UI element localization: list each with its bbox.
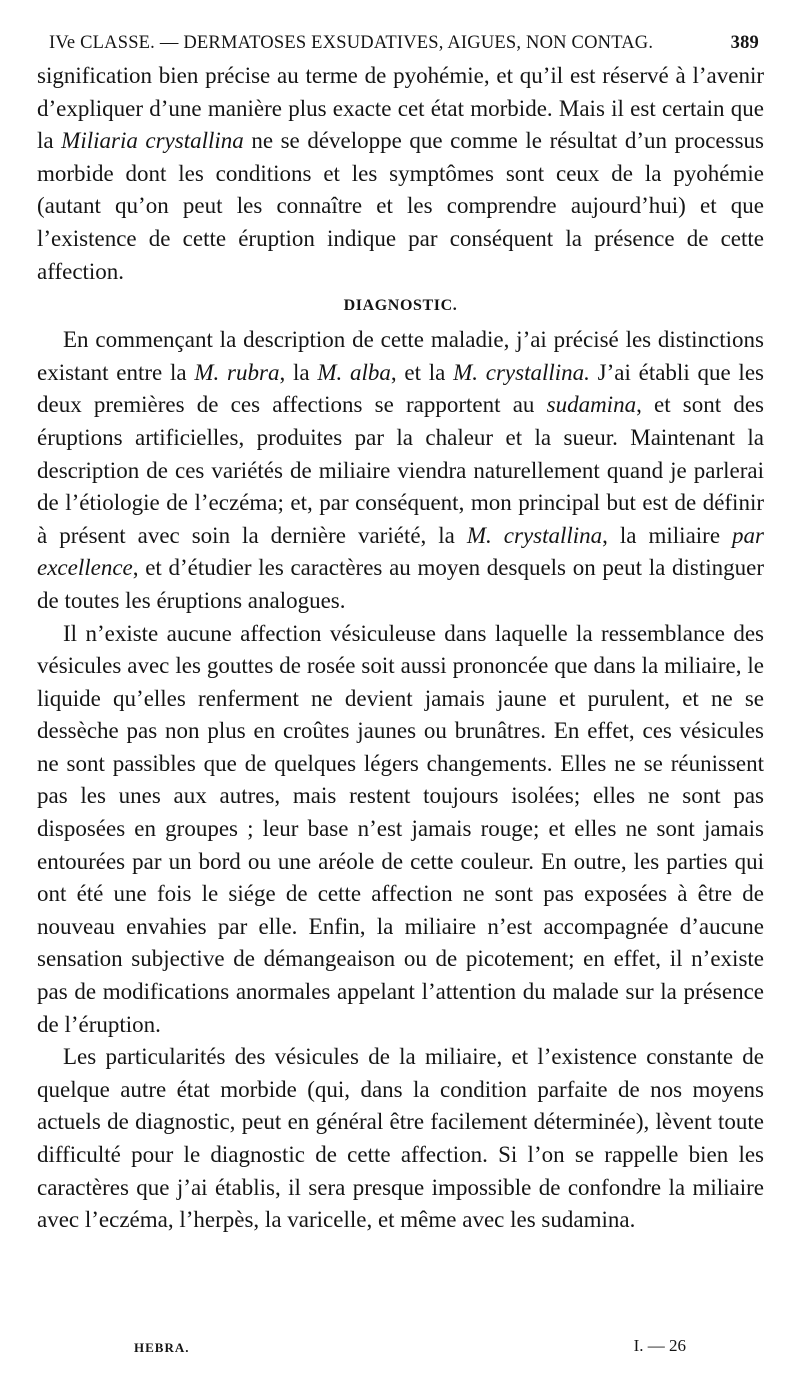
italic-term: M. rubra (194, 359, 280, 385)
italic-term: M. alba (317, 359, 391, 385)
running-head-title: IVe CLASSE. — DERMATOSES EXSUDATIVES, AIGUES, NON CONTAG. (49, 33, 654, 53)
text-run: , la (279, 359, 318, 385)
text-run: , la miliaire (602, 522, 733, 548)
text-run: Il n’existe aucune affection vésiculeuse dans laquelle la ressemblance des vésicules avec les gouttes de rosée soit aussi prononcée que dans la miliaire, le liquide qu’elles renferment ne devient jamais jaune et purulent, et ne se dessèche pas non plus en croûtes jaunes ou brunâtres. En effet, ces vésicules ne sont passibles que de quelques légers changements. Elles ne se réunissent pas les unes aux autres, mais restent toujours isolées; elles ne sont pas disposées en groupes ; leur base n’est jamais rouge; et elles ne sont jamais entourées par un bord ou une aréole de cette couleur. En outre, les parties qui ont été une fois le siége de cette affection ne sont pas exposées à être de nouveau envahies par elle. Enfin, la miliaire n’est accompagnée d’aucune sensation subjective de démangeaison ou de picotement; en effet, il n’existe pas de modifications anormales appelant l’attention du malade sur la présence de l’éruption. (37, 620, 764, 1037)
text-run: , et sont des éruptions artificielles, produites par la chaleur et la sueur. Maintenant la description de ces variétés de miliaire viendra naturellement quand je parlerai de l’étiologie de l’eczéma; et, par conséquent, mon principal but est de définir à présent avec soin la dernière variété, la (37, 392, 764, 548)
text-run: signification bien précise au terme de pyohémie, et qu’il est réservé à l’avenir d’expliquer d’une manière plus exacte cet état morbide. Mais il est certain que la (37, 63, 764, 154)
section-heading: DIAGNOSTIC. (343, 297, 458, 315)
running-head (37, 30, 764, 60)
paragraph (37, 1041, 764, 1237)
text-run: Les particularités des vésicules de la miliaire, et l’existence constante de quelque autre état morbide (qui, dans la condition parfaite de nos moyens actuels de diagnostic, peut en général être facilement déterminée), lèvent toute difficulté pour le diagnostic de cette affection. Si l’on se rappelle bien les caractères que j’ai établis, il sera presque impossible de confondre la miliaire avec l’eczéma, l’herpès, la varicelle, et même avec les sudamina. (37, 1044, 764, 1233)
text-run: ne se développe que comme le résultat d’un processus morbide dont les conditions et les symptômes sont ceux de la pyohémie (autant qu’on peut les connaître et les comprendre aujourd’hui) et que l’existence de cette éruption indique par conséquent la présence de cette affection. (37, 128, 764, 284)
italic-term: par excellence (37, 522, 764, 581)
signature-volume: I. — 26 (633, 1336, 686, 1355)
page-number: 389 (730, 33, 759, 53)
paragraph (37, 60, 764, 288)
body-text (37, 60, 764, 1237)
text-run: J’ai établi que les deux premières de ces affections se rapportent au (37, 359, 764, 418)
text-run: , et d’étudier les caractères au moyen desquels on peut la distinguer de toutes les éruptions analogues. (37, 555, 764, 613)
book-page (37, 30, 764, 1370)
paragraph (37, 324, 764, 617)
page-footer (37, 1334, 764, 1362)
italic-term: Miliaria crystallina (61, 128, 244, 154)
text-run: , et la (390, 359, 454, 385)
signature-mark: HEBRA. (134, 1340, 190, 1355)
italic-term: M. crystallina (466, 522, 603, 548)
italic-term: sudamina (546, 392, 637, 418)
italic-term: M. crystallina. (453, 359, 590, 385)
text-run: En commençant la description de cette maladie, j’ai précisé les distinctions existant entre la (37, 327, 764, 385)
paragraph (37, 618, 764, 1042)
